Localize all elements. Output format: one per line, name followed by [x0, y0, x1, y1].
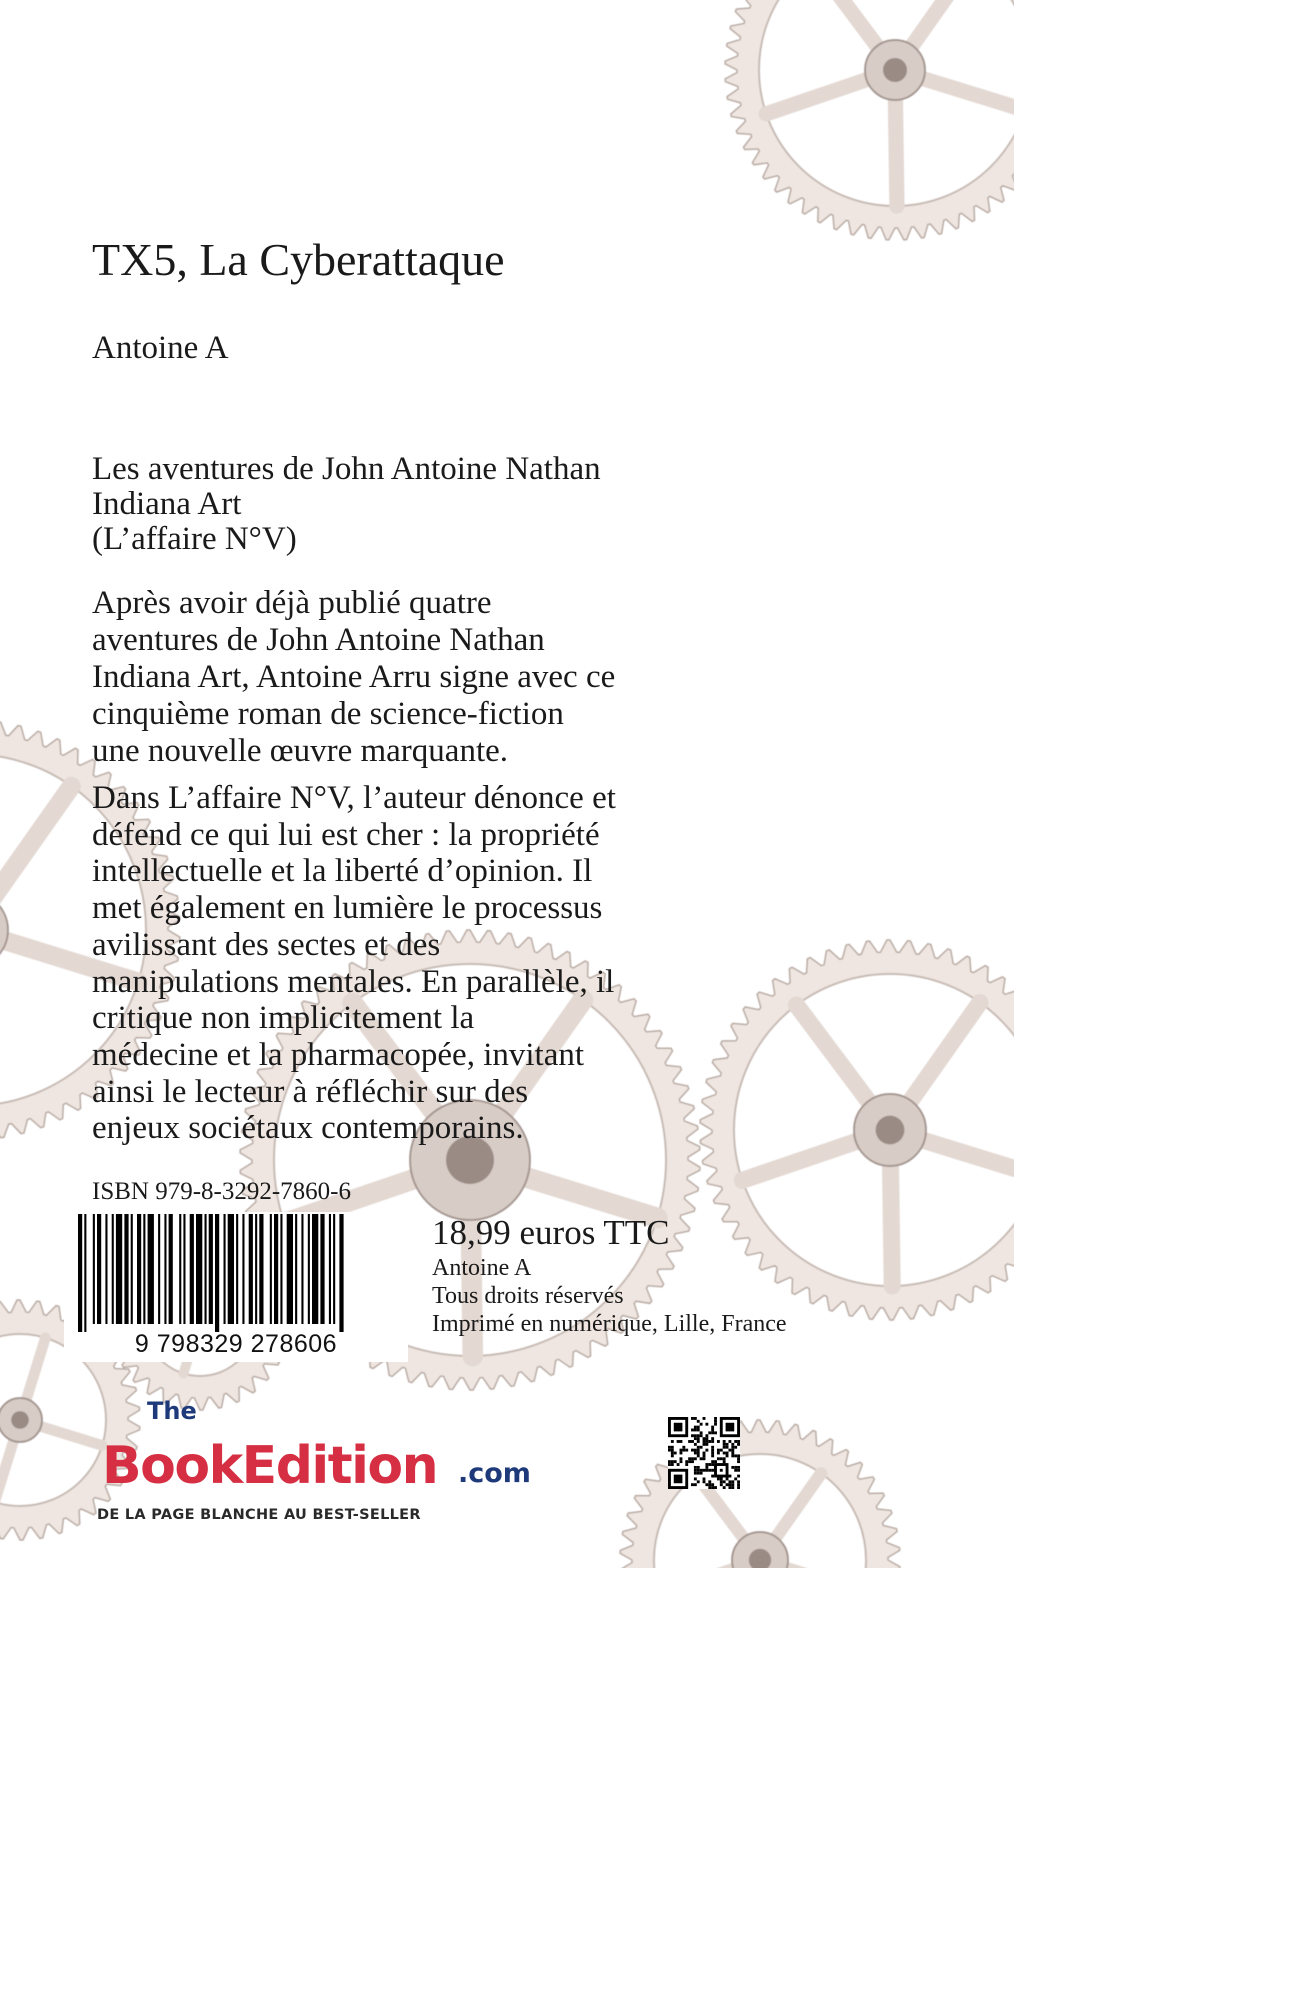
- blurb-line: défend ce qui lui est cher : la propriété: [92, 816, 600, 853]
- subtitle-line: (L’affaire N°V): [92, 521, 297, 557]
- qr-module: [677, 1440, 680, 1443]
- publisher-tagline: DE LA PAGE BLANCHE AU BEST-SELLER: [97, 1507, 421, 1523]
- qr-module: [726, 1443, 729, 1446]
- blurb-line: ainsi le lecteur à réfléchir sur des: [92, 1073, 529, 1110]
- barcode-bar: [242, 1214, 244, 1324]
- qr-module: [720, 1480, 723, 1483]
- qr-module: [694, 1452, 697, 1455]
- blurb-paragraph-2: [92, 780, 616, 1147]
- qr-module: [703, 1417, 706, 1420]
- qr-module: [723, 1443, 726, 1446]
- qr-module: [734, 1469, 737, 1472]
- qr-module: [691, 1483, 694, 1486]
- blurb-line: médecine et la pharmacopée, invitant: [92, 1036, 585, 1073]
- qr-module: [697, 1454, 700, 1457]
- qr-module: [703, 1454, 706, 1457]
- barcode-bar: [97, 1214, 101, 1324]
- qr-module: [728, 1440, 731, 1443]
- qr-module: [734, 1440, 737, 1443]
- barcode-bar: [329, 1214, 331, 1324]
- qr-module: [717, 1452, 720, 1455]
- logo-the: The: [147, 1397, 197, 1425]
- qr-module: [705, 1443, 708, 1446]
- qr-module: [671, 1440, 674, 1443]
- barcode-bar: [84, 1214, 86, 1332]
- qr-module: [694, 1457, 697, 1460]
- qr-module: [726, 1423, 735, 1432]
- qr-module: [700, 1472, 703, 1475]
- barcode-bar: [295, 1214, 297, 1324]
- qr-module: [728, 1475, 731, 1478]
- qr-module: [711, 1440, 714, 1443]
- qr-module: [708, 1440, 711, 1443]
- qr-module: [714, 1431, 717, 1434]
- barcode-bar: [183, 1214, 185, 1324]
- barcode-bar: [143, 1214, 145, 1324]
- qr-module: [737, 1480, 740, 1483]
- qr-module: [717, 1440, 720, 1443]
- qr-module: [685, 1449, 688, 1452]
- qr-module: [705, 1466, 708, 1469]
- blurb-line: intellectuelle et la liberté d’opinion. Il: [92, 853, 593, 890]
- qr-module: [671, 1460, 674, 1463]
- blurb-line: manipulations mentales. En parallèle, il: [92, 963, 615, 1000]
- qr-module: [711, 1486, 714, 1489]
- qr-module: [703, 1452, 706, 1455]
- qr-module: [737, 1469, 740, 1472]
- barcode-bar: [339, 1214, 343, 1332]
- blurb-line: Après avoir déjà publié quatre: [92, 585, 492, 621]
- qr-module: [697, 1480, 700, 1483]
- blurb-line: enjeux sociétaux contemporains.: [92, 1110, 524, 1147]
- qr-module: [737, 1483, 740, 1486]
- qr-module: [671, 1446, 674, 1449]
- qr-module: [680, 1452, 683, 1455]
- qr-module: [703, 1477, 706, 1480]
- qr-module: [711, 1463, 714, 1466]
- barcode-bar: [280, 1214, 282, 1324]
- barcode-bar: [158, 1214, 160, 1324]
- qr-module: [694, 1472, 697, 1475]
- qr-module: [720, 1457, 723, 1460]
- qr-module: [708, 1486, 711, 1489]
- qr-module: [694, 1477, 697, 1480]
- qr-module: [708, 1480, 711, 1483]
- qr-module: [697, 1452, 700, 1455]
- qr-module: [694, 1434, 697, 1437]
- info-line: Tous droits réservés: [432, 1283, 624, 1309]
- qr-module: [680, 1449, 683, 1452]
- qr-module: [731, 1452, 734, 1455]
- barcode-bar: [215, 1214, 219, 1332]
- qr-module: [737, 1454, 740, 1457]
- qr-module: [734, 1446, 737, 1449]
- qr-module: [697, 1437, 700, 1440]
- qr-module: [737, 1475, 740, 1478]
- info-line: Imprimé en numérique, Lille, France: [432, 1311, 787, 1337]
- qr-module: [723, 1486, 726, 1489]
- qr-module: [697, 1420, 700, 1423]
- qr-module: [711, 1446, 714, 1449]
- qr-module: [711, 1454, 714, 1457]
- qr-module: [720, 1483, 723, 1486]
- qr-module: [697, 1466, 700, 1469]
- barcode-bar: [224, 1214, 226, 1324]
- barcode-bar: [116, 1214, 122, 1324]
- qr-module: [703, 1437, 706, 1440]
- qr-module: [703, 1457, 706, 1460]
- qr-code-icon: [668, 1417, 740, 1489]
- qr-module: [723, 1440, 726, 1443]
- barcode-bar: [105, 1214, 107, 1324]
- qr-module: [703, 1440, 706, 1443]
- qr-module: [694, 1449, 697, 1452]
- qr-module: [711, 1449, 714, 1452]
- qr-module: [714, 1420, 717, 1423]
- qr-module: [714, 1423, 717, 1426]
- qr-module: [697, 1446, 700, 1449]
- barcode-bar: [259, 1214, 263, 1324]
- qr-module: [737, 1440, 740, 1443]
- qr-module: [697, 1440, 700, 1443]
- info-line: Antoine A: [432, 1255, 532, 1281]
- gear-shape: [725, 0, 1014, 240]
- barcode-bar: [270, 1214, 272, 1324]
- barcode-bar: [112, 1214, 114, 1324]
- qr-module: [691, 1440, 694, 1443]
- qr-module: [705, 1463, 708, 1466]
- qr-module: [731, 1486, 734, 1489]
- barcode-bar: [308, 1214, 310, 1324]
- qr-module: [668, 1460, 671, 1463]
- qr-module: [711, 1429, 714, 1432]
- qr-module: [708, 1463, 711, 1466]
- barcode-bar: [169, 1214, 173, 1324]
- barcode-bar: [164, 1214, 166, 1324]
- qr-module: [694, 1469, 697, 1472]
- logo-suffix: .com: [458, 1458, 531, 1489]
- qr-module: [700, 1469, 703, 1472]
- qr-module: [723, 1457, 726, 1460]
- qr-module: [705, 1449, 708, 1452]
- subtitle-line: Indiana Art: [92, 486, 242, 522]
- qr-module: [688, 1460, 691, 1463]
- qr-module: [720, 1449, 723, 1452]
- qr-module: [711, 1426, 714, 1429]
- barcode-bar: [205, 1214, 207, 1324]
- qr-module: [708, 1431, 711, 1434]
- qr-module: [731, 1483, 734, 1486]
- qr-module: [671, 1452, 674, 1455]
- qr-module: [705, 1440, 708, 1443]
- qr-module: [671, 1454, 674, 1457]
- qr-module: [685, 1460, 688, 1463]
- barcode-bar: [196, 1214, 202, 1324]
- publisher-logo: [92, 1398, 562, 1528]
- qr-module: [734, 1466, 737, 1469]
- qr-module: [711, 1460, 714, 1463]
- qr-module: [711, 1475, 714, 1478]
- qr-module: [714, 1460, 717, 1463]
- barcode-bar: [78, 1214, 82, 1332]
- qr-module: [708, 1469, 711, 1472]
- qr-module: [691, 1460, 694, 1463]
- isbn-label: ISBN 979-8-3292-7860-6: [92, 1178, 352, 1205]
- qr-module: [700, 1446, 703, 1449]
- qr-module: [694, 1443, 697, 1446]
- qr-module: [720, 1477, 723, 1480]
- qr-module: [705, 1434, 708, 1437]
- qr-module: [691, 1449, 694, 1452]
- qr-module: [680, 1440, 683, 1443]
- qr-module: [668, 1446, 671, 1449]
- price: 18,99 euros TTC: [432, 1213, 670, 1252]
- qr-module: [711, 1437, 714, 1440]
- qr-module: [711, 1469, 714, 1472]
- barcode-bar: [320, 1214, 324, 1324]
- barcode-bar: [179, 1214, 181, 1324]
- qr-module: [694, 1429, 697, 1432]
- qr-module: [728, 1480, 731, 1483]
- qr-module: [731, 1443, 734, 1446]
- barcode-bar: [333, 1214, 335, 1324]
- book-title: TX5, La Cyberattaque: [92, 234, 505, 285]
- gear-shape: [620, 1420, 900, 1568]
- blurb-line: aventures de John Antoine Nathan: [92, 622, 545, 658]
- qr-module: [682, 1449, 685, 1452]
- qr-module: [726, 1446, 729, 1449]
- qr-module: [697, 1469, 700, 1472]
- qr-module: [697, 1434, 700, 1437]
- qr-module: [680, 1460, 683, 1463]
- qr-module: [691, 1417, 694, 1420]
- qr-module: [720, 1469, 723, 1472]
- qr-module: [697, 1426, 700, 1429]
- qr-module: [674, 1460, 677, 1463]
- barcode-bar: [228, 1214, 234, 1324]
- qr-module: [703, 1480, 706, 1483]
- barcode-bar: [312, 1214, 318, 1324]
- subtitle-line: Les aventures de John Antoine Nathan: [92, 451, 601, 487]
- qr-module: [711, 1431, 714, 1434]
- logo-main: BookEdition: [102, 1436, 438, 1496]
- qr-module: [688, 1457, 691, 1460]
- barcode-bar: [209, 1214, 213, 1324]
- qr-module: [723, 1460, 726, 1463]
- qr-module: [705, 1437, 708, 1440]
- qr-module: [737, 1466, 740, 1469]
- qr-module: [671, 1449, 674, 1452]
- qr-module: [703, 1469, 706, 1472]
- qr-module: [694, 1417, 697, 1420]
- qr-module: [694, 1437, 697, 1440]
- barcode-bar: [93, 1214, 95, 1324]
- qr-module: [711, 1483, 714, 1486]
- qr-module: [694, 1483, 697, 1486]
- qr-module: [734, 1454, 737, 1457]
- blurb-line: critique non implicitement la: [92, 1000, 475, 1037]
- barcode-icon: [64, 1212, 408, 1332]
- qr-module: [674, 1475, 683, 1484]
- qr-module: [714, 1486, 717, 1489]
- qr-module: [688, 1440, 691, 1443]
- barcode-bar: [124, 1214, 128, 1324]
- qr-module: [682, 1446, 685, 1449]
- qr-module: [694, 1466, 697, 1469]
- barcode-bar: [274, 1214, 278, 1324]
- qr-module: [700, 1431, 703, 1434]
- qr-module: [697, 1449, 700, 1452]
- barcode-bar: [249, 1214, 253, 1324]
- qr-module: [677, 1463, 680, 1466]
- barcode-digits: 9 798329 278606: [134, 1330, 338, 1358]
- qr-module: [723, 1446, 726, 1449]
- qr-module: [705, 1483, 708, 1486]
- qr-module: [726, 1483, 729, 1486]
- qr-module: [671, 1463, 674, 1466]
- qr-module: [726, 1452, 729, 1455]
- blurb-paragraph-1: [92, 585, 615, 770]
- qr-module: [714, 1417, 717, 1420]
- blurb-line: Dans L’affaire N°V, l’auteur dénonce et: [92, 780, 616, 816]
- qr-module: [717, 1457, 720, 1460]
- qr-module: [731, 1446, 734, 1449]
- qr-module: [700, 1434, 703, 1437]
- barcode-bar: [287, 1214, 293, 1324]
- qr-module: [717, 1477, 720, 1480]
- qr-module: [705, 1469, 708, 1472]
- qr-module: [723, 1480, 726, 1483]
- qr-module: [726, 1477, 729, 1480]
- barcode-bar: [190, 1214, 194, 1324]
- qr-module: [723, 1452, 726, 1455]
- book-author: Antoine A: [92, 330, 229, 366]
- qr-module: [697, 1429, 700, 1432]
- qr-module: [731, 1480, 734, 1483]
- qr-module: [691, 1429, 694, 1432]
- qr-module: [728, 1483, 731, 1486]
- qr-module: [685, 1463, 688, 1466]
- qr-module: [728, 1449, 731, 1452]
- blurb-line: une nouvelle œuvre marquante.: [92, 733, 509, 769]
- qr-module: [737, 1443, 740, 1446]
- qr-module: [726, 1454, 729, 1457]
- qr-module: [737, 1457, 740, 1460]
- publication-info: [432, 1254, 787, 1338]
- qr-module: [734, 1477, 737, 1480]
- barcode-bar: [137, 1214, 141, 1324]
- qr-module: [680, 1457, 683, 1460]
- qr-module: [700, 1457, 703, 1460]
- qr-module: [708, 1483, 711, 1486]
- qr-module: [694, 1426, 697, 1429]
- qr-module: [731, 1454, 734, 1457]
- qr-module: [737, 1486, 740, 1489]
- qr-module: [674, 1452, 677, 1455]
- barcode-bar: [148, 1214, 154, 1324]
- qr-module: [691, 1434, 694, 1437]
- qr-module: [691, 1457, 694, 1460]
- qr-module: [711, 1452, 714, 1455]
- qr-module: [705, 1423, 708, 1426]
- qr-module: [668, 1463, 671, 1466]
- qr-module: [717, 1449, 720, 1452]
- blurb-line: cinquième roman de science-fiction: [92, 696, 564, 732]
- qr-module: [700, 1423, 703, 1426]
- barcode-bar: [301, 1214, 303, 1324]
- qr-module: [728, 1486, 731, 1489]
- barcode-bar: [131, 1214, 133, 1324]
- barcode-bar: [236, 1214, 238, 1324]
- blurb-line: met également en lumière le processus: [92, 890, 603, 927]
- qr-module: [668, 1449, 671, 1452]
- qr-module: [731, 1449, 734, 1452]
- blurb-line: Indiana Art, Antoine Arru signe avec ce: [92, 659, 616, 695]
- qr-module: [674, 1423, 683, 1432]
- barcode-bar: [255, 1214, 257, 1324]
- qr-module: [731, 1466, 734, 1469]
- qr-module: [697, 1472, 700, 1475]
- qr-module: [737, 1460, 740, 1463]
- barcode: [64, 1212, 408, 1362]
- series-subtitle: [92, 452, 601, 557]
- qr-module: [703, 1443, 706, 1446]
- blurb-line: avilissant des sectes et des: [92, 926, 441, 963]
